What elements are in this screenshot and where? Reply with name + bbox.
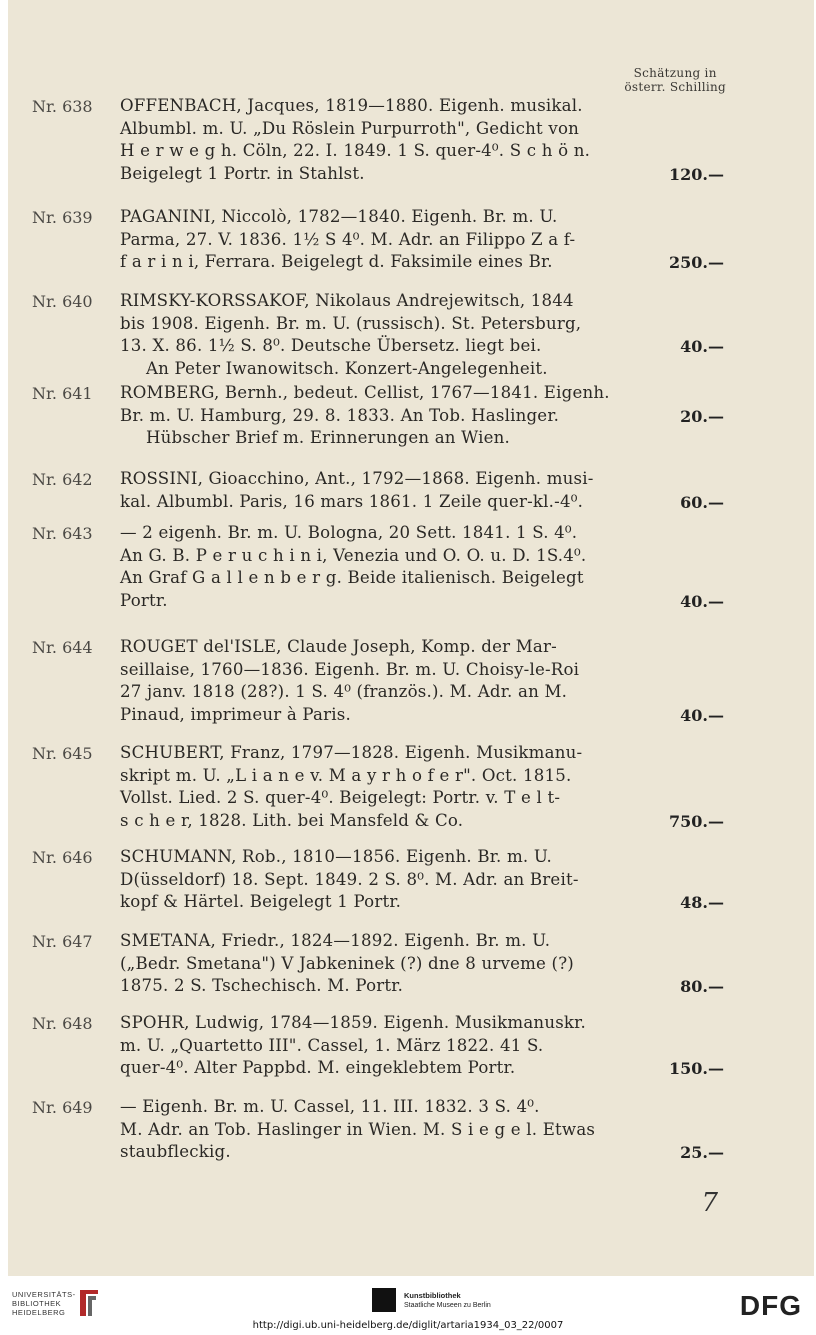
description-line: SMETANA, Friedr., 1824—1892. Eigenh. Br. m. U.	[120, 931, 551, 950]
lot-number: Nr. 645	[32, 744, 93, 763]
lot-number: Nr. 649	[32, 1098, 93, 1117]
page-number: 7	[701, 1188, 718, 1218]
entry-description	[120, 290, 650, 381]
description-line: Br. m. U. Hamburg, 29. 8. 1833. An Tob. Haslinger.	[120, 405, 560, 425]
description-line: staubfleckig.	[120, 1142, 231, 1162]
entry-note: An Peter Iwanowitsch. Konzert-Angelegenheit.	[146, 359, 548, 379]
price-estimate: 25.—	[680, 1143, 724, 1163]
lot-number: Nr. 646	[32, 848, 93, 867]
kunstbibliothek-logo[interactable]	[372, 1288, 491, 1312]
description-line: Pinaud, imprimeur à Paris.	[120, 705, 351, 725]
description-line: kal. Albumbl. Paris, 16 mars 1861. 1 Zeile quer-kl.-4⁰.	[120, 491, 584, 511]
description-line: — Eigenh. Br. m. U. Cassel, 11. III. 1832. 3 S. 4⁰.	[120, 1097, 540, 1116]
description-line: M. Adr. an Tob. Haslinger in Wien. M. S i e g e l. Etwas	[120, 1119, 596, 1139]
price-estimate: 48.—	[680, 893, 724, 913]
library-subtitle: Staatliche Museen zu Berlin	[404, 1301, 491, 1309]
description-line: RIMSKY-KORSSAKOF, Nikolaus Andrejewitsch, 1844	[120, 291, 574, 310]
scanned-page	[8, 0, 814, 1276]
heidelberg-library-logo[interactable]	[12, 1288, 102, 1318]
university-text: UNIVERSITÄTS- BIBLIOTHEK HEIDELBERG	[12, 1289, 76, 1317]
lot-number: Nr. 638	[32, 97, 93, 116]
permalink-url[interactable]: http://digi.ub.uni-heidelberg.de/diglit/artaria1934_03_22/0007	[252, 1320, 564, 1331]
price-estimate: 750.—	[669, 812, 724, 832]
description-line: SCHUMANN, Rob., 1810—1856. Eigenh. Br. m. U.	[120, 847, 553, 866]
entry-description	[120, 636, 650, 727]
entry-description	[120, 206, 650, 274]
entry-description	[120, 522, 650, 613]
entry-description	[120, 1096, 650, 1164]
price-estimate: 250.—	[669, 253, 724, 273]
entry-description	[120, 846, 650, 914]
lot-number: Nr. 640	[32, 292, 93, 311]
entry-note: Hübscher Brief m. Erinnerungen an Wien.	[146, 428, 511, 448]
header-line-1: Schätzung in	[633, 66, 717, 80]
description-line: ROSSINI, Gioacchino, Ant., 1792—1868. Eigenh. musi-	[120, 469, 594, 488]
price-estimate: 40.—	[680, 592, 724, 612]
description-line: An Graf G a l l e n b e r g. Beide italienisch. Beigelegt	[120, 568, 584, 588]
lot-number: Nr. 643	[32, 524, 93, 543]
entry-description	[120, 468, 650, 513]
entry-description	[120, 382, 650, 450]
description-line: skript m. U. „L i a n e v. M a y r h o f e r". Oct. 1815.	[120, 765, 572, 785]
description-line: m. U. „Quartetto III". Cassel, 1. März 1822. 41 S.	[120, 1035, 544, 1055]
description-line: 27 janv. 1818 (28?). 1 S. 4⁰ (französ.). M. Adr. an M.	[120, 682, 568, 702]
description-line: Portr.	[120, 591, 168, 611]
description-line: — 2 eigenh. Br. m. U. Bologna, 20 Sett. 1841. 1 S. 4⁰.	[120, 523, 578, 542]
price-estimate: 80.—	[680, 977, 724, 997]
description-line: H e r w e g h. Cöln, 22. I. 1849. 1 S. quer-4⁰. S c h ö n.	[120, 141, 591, 161]
lot-number: Nr. 647	[32, 932, 93, 951]
kunstbibliothek-square-icon	[372, 1288, 396, 1312]
description-line: („Bedr. Smetana") V Jabkeninek (?) dne 8 urveme (?)	[120, 953, 574, 973]
description-line: Albumbl. m. U. „Du Röslein Purpurroth", Gedicht von	[120, 118, 580, 138]
entry-description	[120, 742, 650, 833]
description-line: D(üsseldorf) 18. Sept. 1849. 2 S. 8⁰. M. Adr. an Breit-	[120, 869, 579, 889]
description-line: quer-4⁰. Alter Pappbd. M. eingeklebtem Portr.	[120, 1058, 516, 1078]
entry-description	[120, 1012, 650, 1080]
price-estimate: 60.—	[680, 492, 724, 512]
description-line: An G. B. P e r u c h i n i, Venezia und O. O. u. D. 1S.4⁰.	[120, 545, 587, 565]
description-line: 13. X. 86. 1½ S. 8⁰. Deutsche Übersetz. liegt bei.	[120, 336, 542, 356]
lot-number: Nr. 642	[32, 470, 93, 489]
description-line: f a r i n i, Ferrara. Beigelegt d. Faksimile eines Br.	[120, 252, 553, 272]
lot-number: Nr. 644	[32, 638, 93, 657]
library-name: Kunstbibliothek	[404, 1290, 461, 1300]
price-estimate: 40.—	[680, 337, 724, 357]
description-line: bis 1908. Eigenh. Br. m. U. (russisch). St. Petersburg,	[120, 313, 582, 333]
description-line: s c h e r, 1828. Lith. bei Mansfeld & Co.	[120, 811, 464, 831]
description-line: Vollst. Lied. 2 S. quer-4⁰. Beigelegt: Portr. v. T e l t-	[120, 788, 561, 808]
heidelberg-emblem-icon	[76, 1288, 102, 1318]
description-line: SCHUBERT, Franz, 1797—1828. Eigenh. Musikmanu-	[120, 743, 583, 762]
description-line: ROUGET del'ISLE, Claude Joseph, Komp. der Mar-	[120, 637, 557, 656]
price-estimate: 120.—	[669, 165, 724, 185]
footer-bar	[0, 1276, 816, 1335]
description-line: 1875. 2 S. Tschechisch. M. Portr.	[120, 976, 404, 996]
price-estimate: 20.—	[680, 406, 724, 426]
description-line: Beigelegt 1 Portr. in Stahlst.	[120, 164, 365, 184]
description-line: Parma, 27. V. 1836. 1½ S 4⁰. M. Adr. an Filippo Z a f-	[120, 229, 576, 249]
lot-number: Nr. 641	[32, 384, 93, 403]
description-line: kopf & Härtel. Beigelegt 1 Portr.	[120, 892, 402, 912]
price-estimate: 150.—	[669, 1059, 724, 1079]
price-estimate: 40.—	[680, 706, 724, 726]
header-line-2: österr. Schilling	[624, 80, 726, 94]
description-line: PAGANINI, Niccolò, 1782—1840. Eigenh. Br. m. U.	[120, 207, 558, 226]
entry-description	[120, 95, 650, 186]
description-line: OFFENBACH, Jacques, 1819—1880. Eigenh. musikal.	[120, 96, 583, 115]
estimate-column-header	[624, 66, 726, 94]
lot-number: Nr. 639	[32, 208, 93, 227]
description-line: ROMBERG, Bernh., bedeut. Cellist, 1767—1841. Eigenh.	[120, 383, 610, 402]
description-line: SPOHR, Ludwig, 1784—1859. Eigenh. Musikmanuskr.	[120, 1013, 586, 1032]
dfg-logo[interactable]: DFG	[739, 1290, 802, 1321]
entry-description	[120, 930, 650, 998]
description-line: seillaise, 1760—1836. Eigenh. Br. m. U. Choisy-le-Roi	[120, 659, 580, 679]
lot-number: Nr. 648	[32, 1014, 93, 1033]
